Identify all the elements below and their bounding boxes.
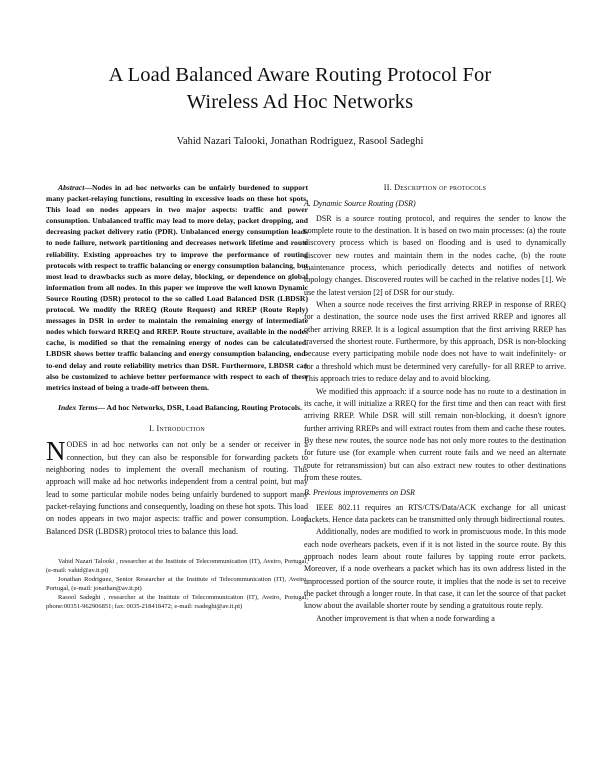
footnote: Rasool Sadeghi , researcher at the Institute of Telecommunication (IT), Aveiro, Portugal, phone:00351-962906851; fax: 0035-218418472; e-mail: rsadeghi@av.it.pt) (46, 593, 308, 610)
paragraph: Another improvement is that when a node forwarding a (316, 613, 495, 623)
section-number: II. (383, 183, 392, 192)
abstract-text: —Nodes in ad hoc networks can be unfairly burdened to support many packet-relaying functions, resulting in excessive loads on these hot spots. This load on nodes appears in two major aspects: traffic and power consumption. Unbalanced traffic may lead to more delay, packet dropping, and decreasing packet delivery ratio (PDR). Unbalanced energy consumption leads to node failure, network partitioning and decreases network lifetime and route reliability. Existing approaches try to improve the performance of routing protocols with respect to traffic balancing or energy consumption balancing, but most lead to drawbacks such as more delay, blocking, or dependence on global information from all nodes. In this paper we improve the well known Dynamic Source Routing (DSR) protocol to the so called Load Balanced DSR (LBDSR) protocol. We modify the RREQ (Route Request) and RREP (Route Reply) messages in DSR in order to maintain the remaining energy of intermediate nodes which forward RREQ and RREP. Route structure, available in the nodes cache, is modified so that the remaining energy of nodes can be calculated. LBDSR shows better traffic balancing and energy consumption balancing, end-to-end delay and route reliability metrics than DSR. Furthermore, LBDSR can also be customized to achieve better performance with respect to each of these metrics instead of being a trade-off between them. (46, 183, 308, 392)
title-line-1: A Load Balanced Aware Routing Protocol For (108, 64, 492, 86)
section-title: Description of protocols (394, 183, 487, 192)
paper-title (30, 62, 570, 116)
author-list: Vahid Nazari Talooki, Jonathan Rodriguez, Rasool Sadeghi (176, 136, 424, 147)
section-title: Introduction (156, 423, 205, 433)
paragraph: DSR is a source routing protocol, and requires the sender to know the complete route to the destination. It is based on two main processes: (a) the route discovery process which is based on flooding and is used to dynamically discover new routes and maintain them in the nodes cache, (b) the route maintenance process, which periodically detects and notifies of network topology changes. Discovered routes will be cached in the relative nodes [1]. We use the latest version [2] of DSR for our study. (304, 213, 566, 297)
footnote: Jonathan Rodriguez, Senior Researcher at the Institute of Telecommunication (IT), Aveiro, Portugal, (e-mail: jonathan@av.it.pt) (46, 575, 308, 592)
right-column (304, 182, 566, 625)
paragraph: Additionally, nodes are modified to work in promiscuous mode. In this mode each node overhears packets, even if it is not listed in the source route. By this approach nodes learn about route failures by tapping route error packets. Moreover, if a node overhears a packet which has its own address listed in the unprocessed portion of the source route, it implies that the node is set to receive the packet through a longer route. In that case, it can let the source of that packet know about the available shorter route by sending a gratuitous route reply. (304, 527, 566, 611)
drop-cap: N (46, 436, 66, 467)
section-heading-introduction (46, 423, 308, 435)
paragraph: IEEE 802.11 requires an RTS/CTS/Data/ACK exchange for all unicast packets. Hence data packets can be transmitted only through bidirectional routes. (304, 502, 566, 524)
subsection-heading-previous: B. Previous improvements on DSR (304, 488, 415, 498)
intro-paragraph (46, 436, 308, 538)
intro-text: ODES in ad hoc networks can not only be a sender or receiver in a connection, but they can also be responsible for forwarding packets to neighboring nodes to implement the overall mechanism of routing. This approach will make ad hoc networks independent from a central point, but may lead to some particular mobile nodes being unfairly burdened to support many packet-relaying functions and consequently, loading on these hot spots. This load on nodes appears in two major aspects: traffic and power consumption. Load Balanced DSR (LBDSR) protocol tries to balance this load. (46, 440, 308, 536)
index-terms (46, 402, 308, 413)
paragraph: We modified this approach: if a source node has no route to a destination in its cache, it will initialize a RREQ for the first time and then can react with first arriving RREP. While DSR will still remain non-blocking, it doesn't ignore further arriving RREPs and will extract routes from them and cache these routes. By these new routes, the source node has not only more routes to the destination for future use (for example when current route fails and we need an alternate route for retransmission) but can also extract new routes to other destinations from these routes. (304, 386, 566, 482)
subsection-heading-dsr: A. Dynamic Source Routing (DSR) (304, 199, 416, 209)
author-footnotes (46, 558, 308, 611)
index-terms-label: Index Terms (58, 402, 98, 412)
footnote: Vahid Nazari Talooki , researcher at the Institute of Telecommunication (IT), Aveiro, Portugal, (e-mail: vahid@av.it.pt) (46, 557, 308, 574)
section-number: I. (149, 423, 155, 433)
left-column (46, 182, 308, 611)
section-heading-protocols (304, 182, 566, 194)
title-line-2: Wireless Ad Hoc Networks (186, 91, 414, 113)
abstract (46, 182, 308, 393)
abstract-label: Abstract (58, 183, 85, 192)
paragraph: When a source node receives the first arriving RREP in response of RREQ for a destination, the source node uses the first arrived RREP and ignores all other arriving RREP. It is a logical assumption that the first arriving RREP has traversed the shortest route. Furthermore, by this approach, DSR is non-blocking because every participating mobile node does not have to wait indefinitely- or for a threshold which must be determined very carefully- for all RREP to arrive. This approach tries to reduce delay and to avoid blocking. (304, 300, 566, 384)
index-terms-text: — Ad hoc Networks, DSR, Load Balancing, Routing Protocols. (97, 402, 302, 412)
